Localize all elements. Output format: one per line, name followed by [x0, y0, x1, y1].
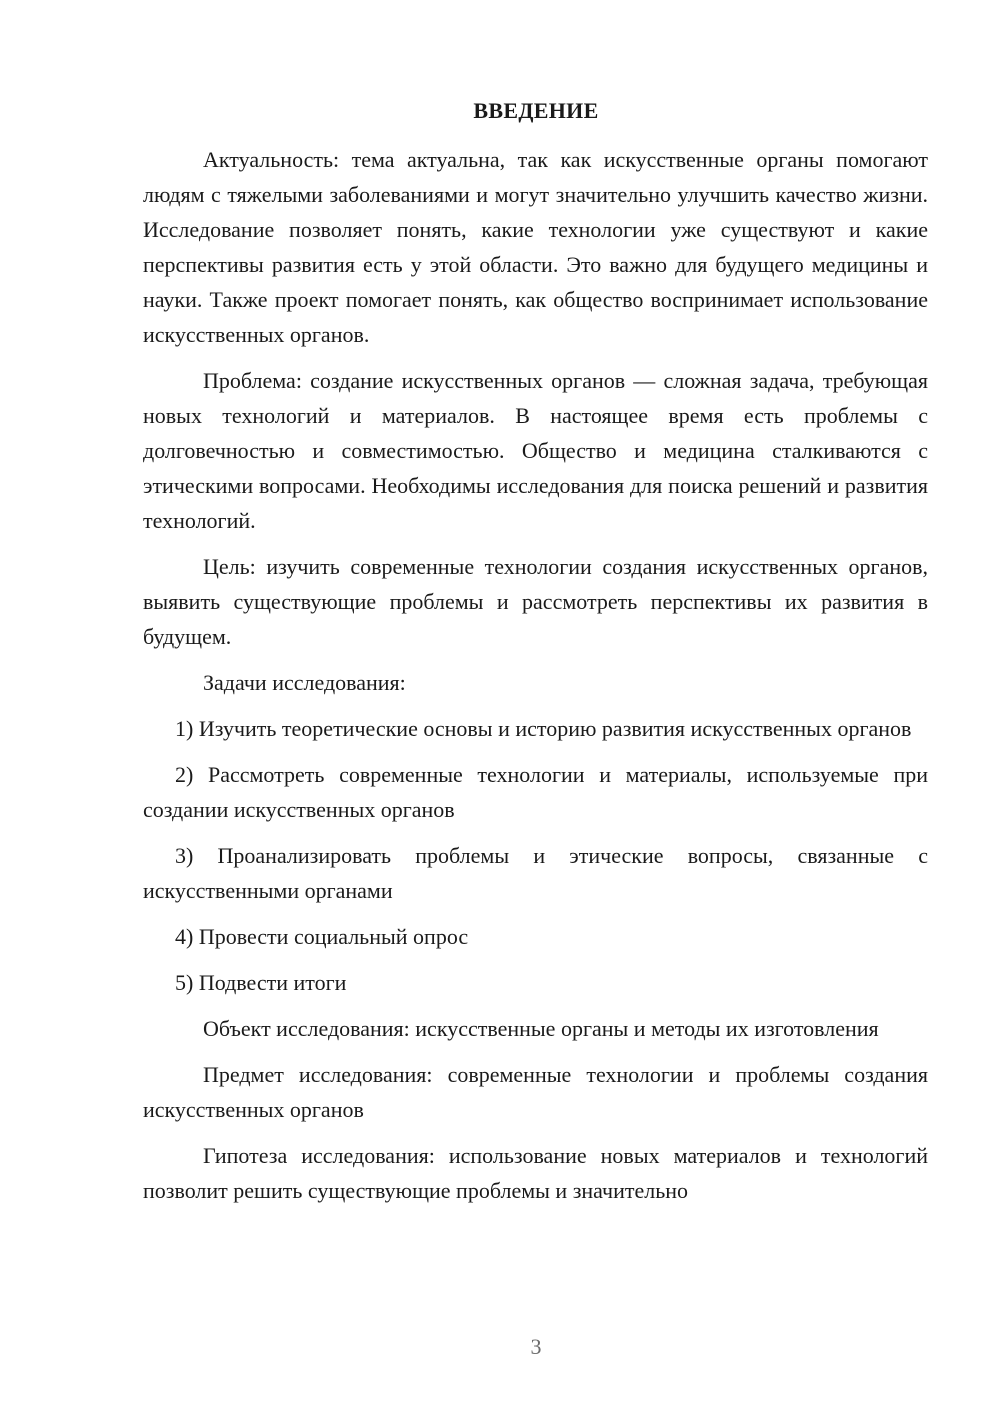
paragraph-problem: Проблема: создание искусственных органов — сложная задача, требующая новых технологий и материалов. В настоящее время есть проблемы с долговечностью и совместимостью. Общество и медицина сталкиваются с этическими вопросами. Необходимы исследования для поиска решений и развития технологий. [143, 368, 928, 533]
paragraph-tasks-heading: Задачи исследования: [203, 670, 406, 695]
page-number: 3 [530, 1334, 542, 1359]
paragraph-object: Объект исследования: искусственные органы и методы их изготовления [203, 1016, 879, 1041]
task-item-1: 1) Изучить теоретические основы и историю развития искусственных органов [175, 716, 912, 741]
section-heading: ВВЕДЕНИЕ [473, 98, 599, 123]
task-item-4: 4) Провести социальный опрос [175, 924, 469, 949]
paragraph-subject: Предмет исследования: современные технологии и проблемы создания искусственных органов [143, 1062, 928, 1122]
paragraph-relevance: Актуальность: тема актуальна, так как искусственные органы помогают людям с тяжелыми заболеваниями и могут значительно улучшить качество жизни. Исследование позволяет понять, какие технологии уже существуют и какие перспективы развития есть у этой области. Это важно для будущего медицины и науки. Также проект помогает понять, как общество воспринимает использование искусственных органов. [143, 147, 928, 347]
task-item-3: 3) Проанализировать проблемы и этические вопросы, связанные с искусственными органами [143, 843, 928, 903]
paragraph-goal: Цель: изучить современные технологии создания искусственных органов, выявить существующие проблемы и рассмотреть перспективы их развития в будущем. [143, 554, 928, 649]
task-item-5: 5) Подвести итоги [175, 970, 347, 995]
body-text [143, 142, 928, 1219]
paragraph-hypothesis: Гипотеза исследования: использование новых материалов и технологий позволит решить существующие проблемы и значительно [143, 1143, 928, 1203]
task-item-2: 2) Рассмотреть современные технологии и материалы, используемые при создании искусственных органов [143, 762, 928, 822]
